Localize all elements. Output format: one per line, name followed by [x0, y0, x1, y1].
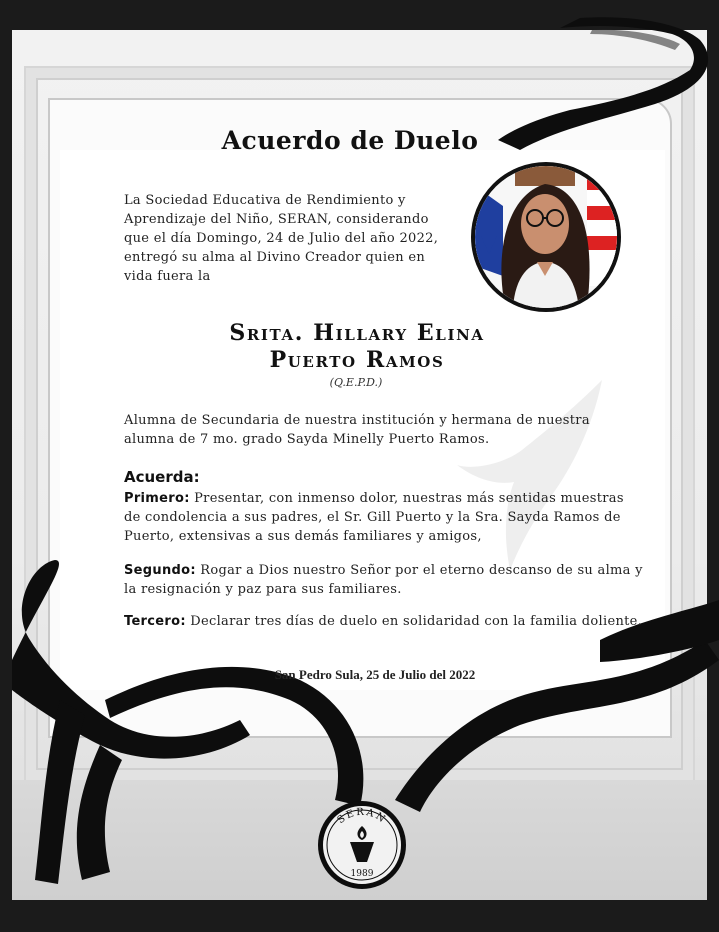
name-line-1: Srita. Hillary Elina [229, 320, 485, 346]
seal-year: 1989 [350, 869, 374, 879]
deceased-name [0, 320, 714, 374]
resolution-first [124, 489, 644, 546]
resolution-second [124, 561, 644, 599]
qepd-label: (Q.E.P.D.) [329, 376, 383, 389]
resolution-third [124, 612, 644, 631]
resolution-text: Rogar a Dios nuestro Señor por el eterno descanso de su alma y la resignación y paz para sus familiares. [124, 563, 643, 597]
portrait-image [475, 166, 617, 308]
resolution-text: Presentar, con inmenso dolor, nuestras más sentidas muestras de condolencia a sus padres, el Sr. Gill Puerto y la Sra. Sayda Ramos de Puerto, extensivas a sus demás familiares y amigos, [124, 491, 624, 544]
intro-paragraph: La Sociedad Educativa de Rendimiento y Aprendizaje del Niño, SERAN, considerando que el día Domingo, 24 de Julio del año 2022, entregó su alma al Divino Creador quien en vida fuera la [124, 193, 439, 284]
description-paragraph: Alumna de Secundaria de nuestra institución y hermana de nuestra alumna de 7 mo. grado Sayda Minelly Puerto Ramos. [124, 413, 590, 447]
dateline: San Pedro Sula, 25 de Julio del 2022 [274, 667, 476, 682]
resolution-text: Declarar tres días de duelo en solidaridad con la familia doliente. [185, 614, 643, 629]
resolution-lead: Primero: [124, 491, 190, 506]
page-title: Acuerdo de Duelo [221, 126, 479, 155]
name-line-2: Puerto Ramos [269, 347, 445, 373]
school-seal [315, 798, 409, 892]
seal-top-text: SERAN [335, 806, 389, 827]
resolution-lead: Segundo: [124, 563, 196, 578]
acuerda-heading: Acuerda: [124, 468, 200, 486]
deceased-portrait [471, 162, 621, 312]
resolution-lead: Tercero: [124, 614, 186, 629]
